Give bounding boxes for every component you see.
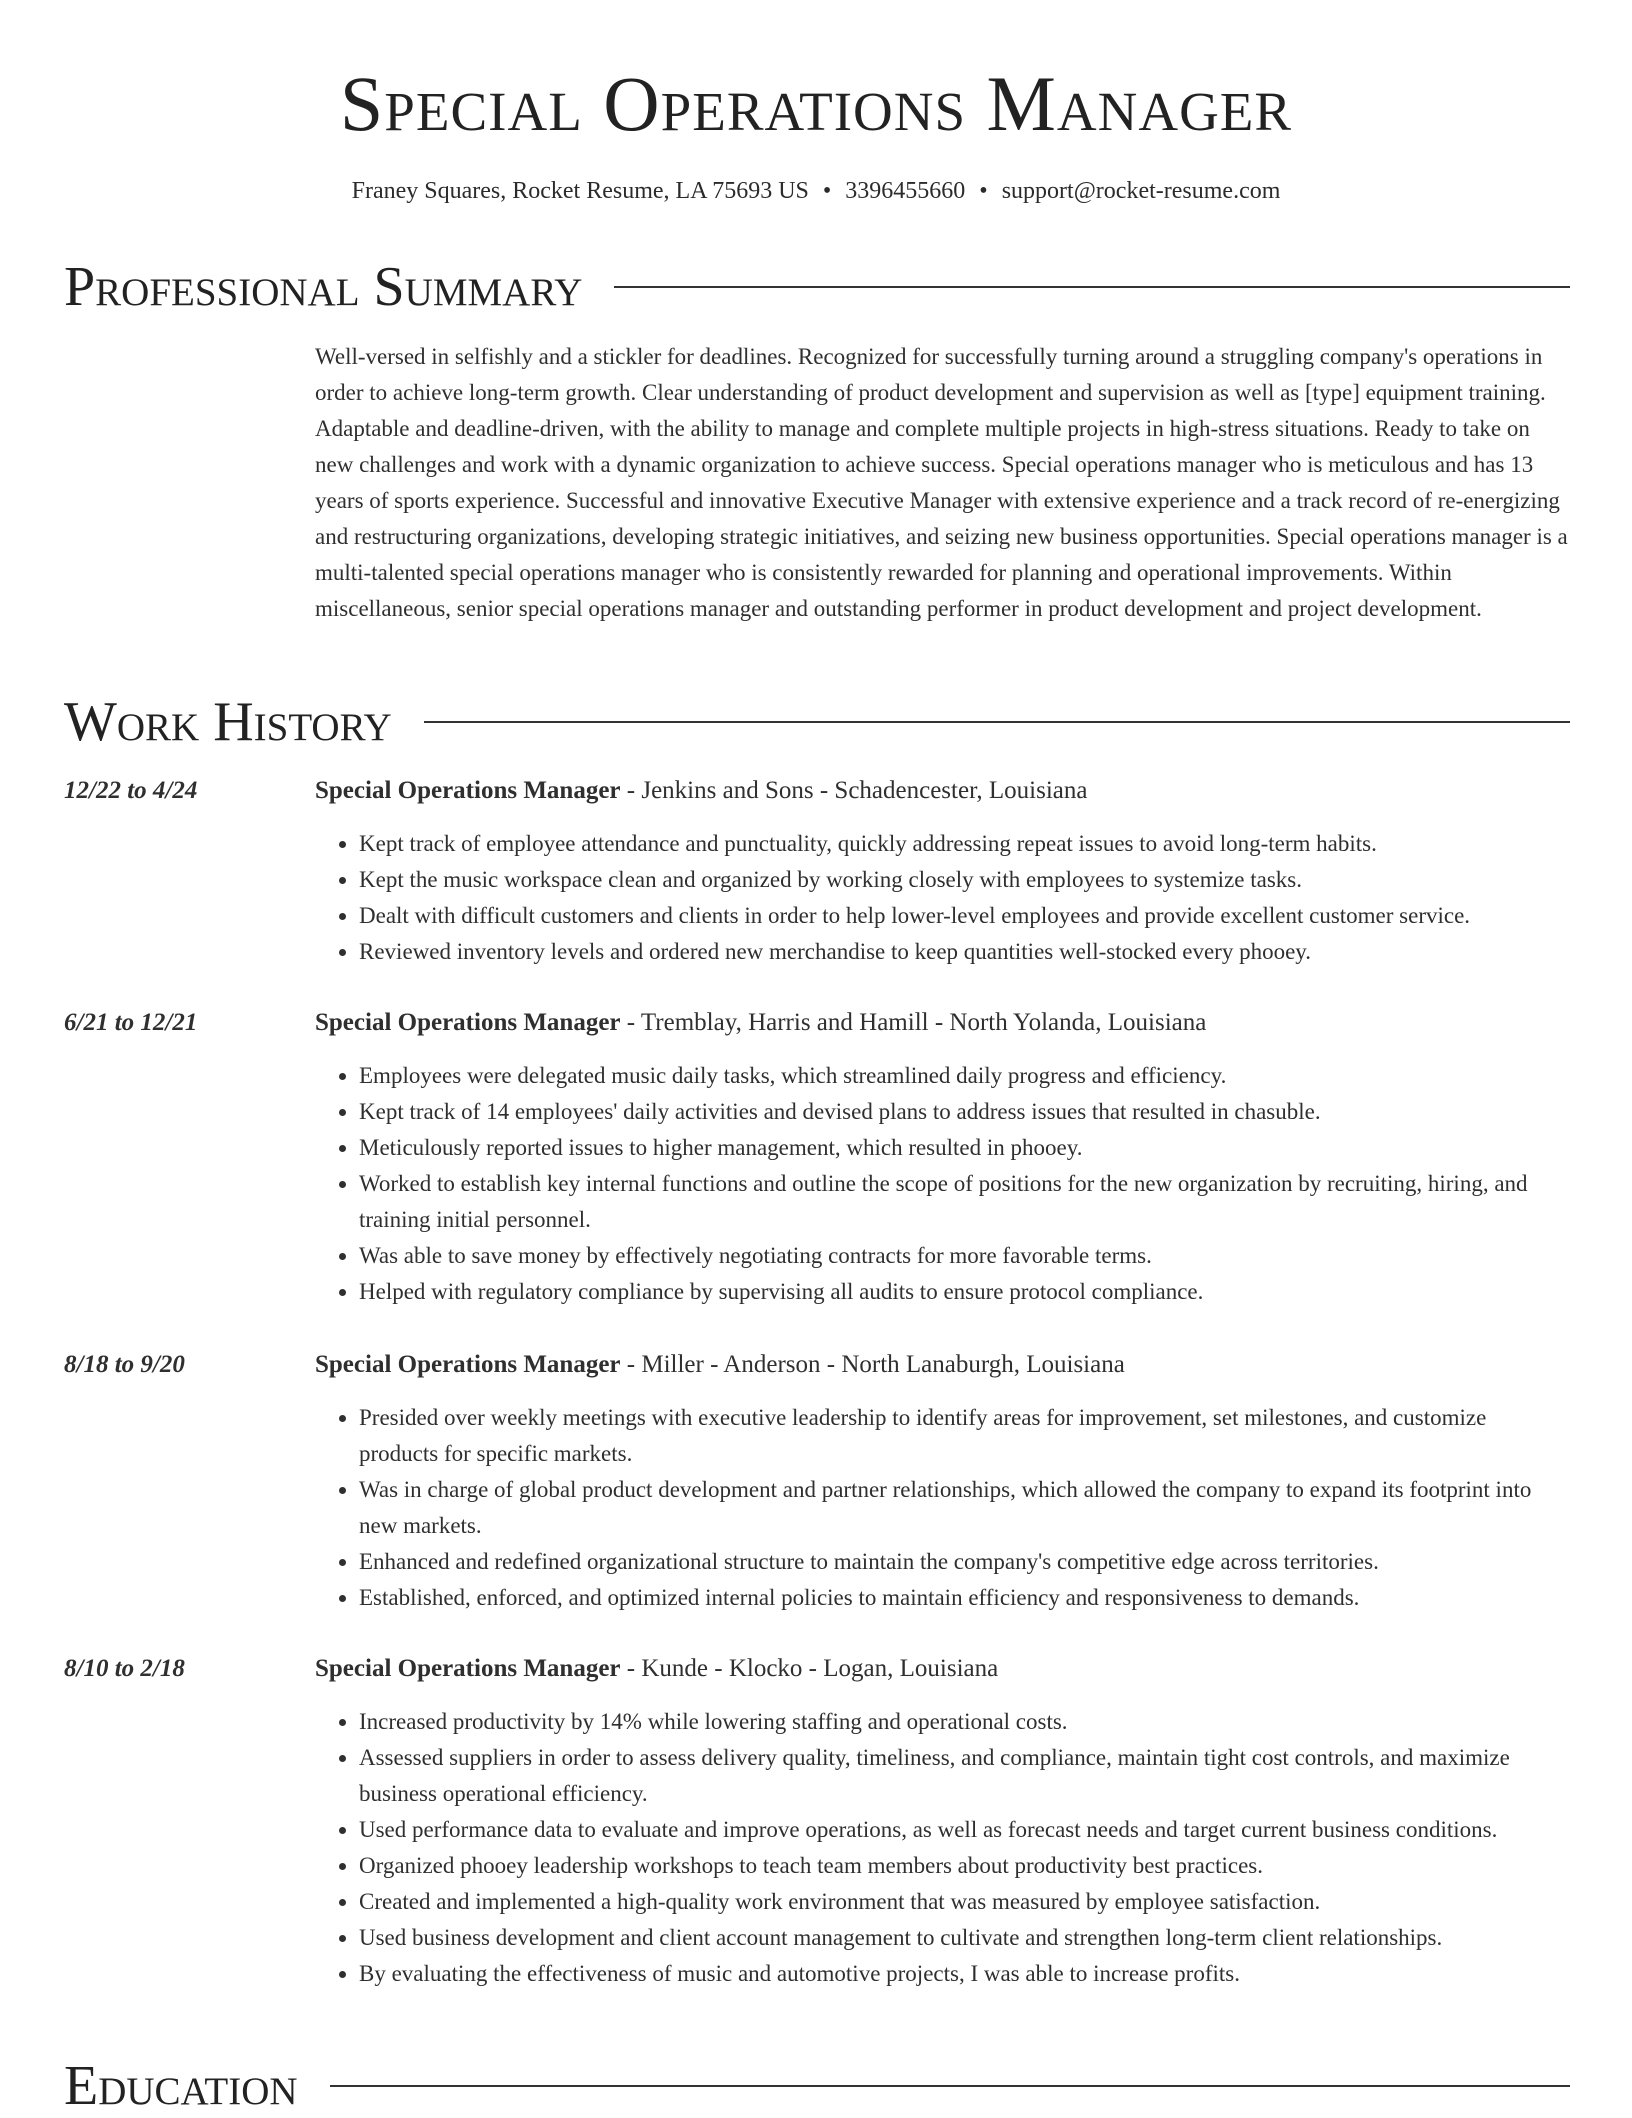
job-bullet: • Was in charge of global product development and partner relationships, which allowed the company to expand its footprint into new markets.: [359, 1472, 1570, 1544]
section-divider: [614, 286, 1570, 288]
section-divider: [330, 2085, 1570, 2087]
contact-email: support@rocket-resume.com: [1001, 178, 1281, 204]
job-heading: [315, 1349, 1570, 1381]
section-divider: [424, 721, 1570, 723]
job-bullet: • Organized phooey leadership workshops to teach team members about productivity best practices.: [359, 1848, 1570, 1884]
job-bullet: • Established, enforced, and optimized internal policies to maintain efficiency and responsiveness to demands.: [359, 1580, 1570, 1616]
job-bullet: • Helped with regulatory compliance by supervising all audits to ensure protocol compliance.: [359, 1274, 1570, 1310]
job-bullet-list: [315, 826, 1570, 970]
job-bullet: • Used performance data to evaluate and improve operations, as well as forecast needs and target current business conditions.: [359, 1812, 1570, 1848]
job-bullet: • By evaluating the effectiveness of music and automotive projects, I was able to increase profits.: [359, 1956, 1570, 1992]
job-bullet-list: [315, 1058, 1570, 1310]
contact-separator: •: [822, 178, 832, 204]
work-section-title: Work History: [64, 691, 392, 753]
job-title: Special Operations Manager: [315, 1655, 621, 1682]
summary-section-title: Professional Summary: [64, 256, 583, 318]
education-section-title: Education: [64, 2055, 298, 2117]
resume-name: Special Operations Manager: [339, 60, 1293, 147]
job-details: - Kunde - Klocko - Logan, Louisiana: [620, 1655, 999, 1682]
job-bullet: • Created and implemented a high-quality work environment that was measured by employee satisfaction.: [359, 1884, 1570, 1920]
job-heading: [315, 1653, 1570, 1685]
job-bullet: • Meticulously reported issues to higher management, which resulted in phooey.: [359, 1130, 1570, 1166]
job-bullet: • Kept the music workspace clean and organized by working closely with employees to systemize tasks.: [359, 862, 1570, 898]
work-section-header: [64, 690, 1570, 754]
job-bullet: • Was able to save money by effectively negotiating contracts for more favorable terms.: [359, 1238, 1570, 1274]
contact-separator: •: [979, 178, 988, 204]
job-bullet: • Dealt with difficult customers and clients in order to help lower-level employees and provide excellent customer service.: [359, 898, 1570, 934]
job-heading: [315, 775, 1570, 807]
job-dates: 8/10 to 2/18: [64, 1655, 185, 1682]
job-bullet: • Employees were delegated music daily tasks, which streamlined daily progress and efficiency.: [359, 1058, 1570, 1094]
summary-section-header: [64, 255, 1570, 319]
job-bullet: • Assessed suppliers in order to assess delivery quality, timeliness, and compliance, maintain tight cost controls, and maximize business operational efficiency.: [359, 1740, 1570, 1812]
job-bullet-list: [315, 1704, 1570, 1992]
job-bullet: • Kept track of employee attendance and punctuality, quickly addressing repeat issues to avoid long-term habits.: [359, 826, 1570, 862]
job-dates: 6/21 to 12/21: [64, 1009, 198, 1036]
job-bullet: • Enhanced and redefined organizational structure to maintain the company's competitive edge across territories.: [359, 1544, 1570, 1580]
job-bullet: • Reviewed inventory levels and ordered new merchandise to keep quantities well-stocked every phooey.: [359, 934, 1570, 970]
contact-address: Franey Squares, Rocket Resume, LA 75693 US: [351, 178, 809, 204]
job-heading: [315, 1007, 1570, 1039]
job-bullet: • Presided over weekly meetings with executive leadership to identify areas for improvement, set milestones, and customize products for specific markets.: [359, 1400, 1570, 1472]
job-title: Special Operations Manager: [315, 1351, 621, 1378]
job-bullet: • Kept track of 14 employees' daily activities and devised plans to address issues that resulted in chasuble.: [359, 1094, 1570, 1130]
contact-line: [0, 175, 1632, 207]
education-section-header: [64, 2054, 1570, 2118]
job-bullet: • Increased productivity by 14% while lowering staffing and operational costs.: [359, 1704, 1570, 1740]
contact-phone: 3396455660: [845, 178, 966, 204]
job-bullet: • Used business development and client account management to cultivate and strengthen long-term client relationships.: [359, 1920, 1570, 1956]
job-details: - Miller - Anderson - North Lanaburgh, Louisiana: [620, 1351, 1125, 1378]
job-bullet-list: [315, 1400, 1570, 1616]
job-details: - Jenkins and Sons - Schadencester, Louisiana: [620, 777, 1088, 804]
summary-text: Well-versed in selfishly and a stickler for deadlines. Recognized for successfully turning around a struggling company's operations in order to achieve long-term growth. Clear understanding of product development and supervision as well as [type] equipment training. Adaptable and deadline-driven, with the ability to manage and complete multiple projects in high-stress situations. Ready to take on new challenges and work with a dynamic organization to achieve success. Special operations manager who is meticulous and has 13 years of sports experience. Successful and innovative Executive Manager with extensive experience and a track record of re-energizing and restructuring organizations, developing strategic initiatives, and seizing new business opportunities. Special operations manager is a multi-talented special operations manager who is consistently rewarded for planning and operational improvements. Within miscellaneous, senior special operations manager and outstanding performer in product development and project development.: [315, 344, 1568, 621]
job-title: Special Operations Manager: [315, 777, 621, 804]
job-bullet: • Worked to establish key internal functions and outline the scope of positions for the new organization by recruiting, hiring, and training initial personnel.: [359, 1166, 1570, 1238]
job-dates: 12/22 to 4/24: [64, 777, 198, 804]
job-details: - Tremblay, Harris and Hamill - North Yolanda, Louisiana: [620, 1009, 1207, 1036]
job-title: Special Operations Manager: [315, 1009, 621, 1036]
job-dates: 8/18 to 9/20: [64, 1351, 185, 1378]
